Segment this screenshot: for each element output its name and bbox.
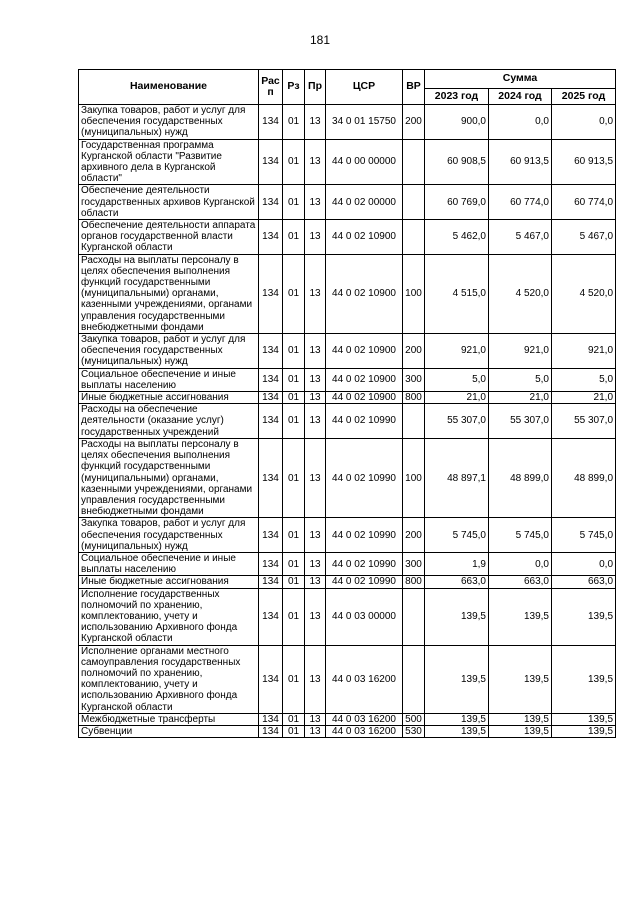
cell-vr: 800: [403, 392, 425, 404]
table-row: [79, 645, 616, 713]
cell-csr: 44 0 02 10990: [326, 518, 403, 553]
cell-csr: 44 0 02 00000: [326, 185, 403, 220]
cell-pr: 13: [305, 105, 326, 140]
cell-2025: 60 913,5: [552, 139, 616, 185]
cell-pr: 13: [305, 220, 326, 255]
cell-vr: 200: [403, 518, 425, 553]
cell-pr: 13: [305, 645, 326, 713]
cell-2023: 139,5: [425, 713, 489, 725]
cell-name: Закупка товаров, работ и услуг для обеспечения государственных (муниципальных) нужд: [79, 334, 259, 369]
cell-2024: 5 745,0: [489, 518, 552, 553]
cell-2023: 1,9: [425, 552, 489, 575]
cell-csr: 44 0 02 10900: [326, 368, 403, 391]
cell-rz: 01: [283, 552, 305, 575]
cell-rz: 01: [283, 713, 305, 725]
cell-2025: 0,0: [552, 105, 616, 140]
cell-vr: [403, 645, 425, 713]
cell-name: Обеспечение деятельности государственных архивов Курганской области: [79, 185, 259, 220]
table-row: [79, 725, 616, 737]
header-vr: ВР: [403, 70, 425, 105]
cell-2024: 4 520,0: [489, 254, 552, 333]
table-row: [79, 404, 616, 439]
table-row: [79, 438, 616, 517]
table-row: [79, 713, 616, 725]
page-number: 181: [309, 33, 331, 47]
cell-vr: [403, 588, 425, 645]
table-row: [79, 576, 616, 588]
cell-2024: 5 467,0: [489, 220, 552, 255]
cell-vr: 100: [403, 254, 425, 333]
header-sum: Сумма: [425, 70, 616, 89]
cell-pr: 13: [305, 713, 326, 725]
cell-rz: 01: [283, 368, 305, 391]
cell-pr: 13: [305, 438, 326, 517]
cell-name: Социальное обеспечение и иные выплаты населению: [79, 368, 259, 391]
cell-ras: 134: [259, 254, 283, 333]
header-ras: Рас п: [259, 70, 283, 105]
cell-name: Исполнение органами местного самоуправления государственных полномочий по хранению, комплектованию, учету и использованию Архивного фонда Курганской области: [79, 645, 259, 713]
cell-rz: 01: [283, 139, 305, 185]
table-row: [79, 220, 616, 255]
cell-2025: 48 899,0: [552, 438, 616, 517]
cell-vr: 800: [403, 576, 425, 588]
cell-2025: 5 745,0: [552, 518, 616, 553]
cell-2023: 139,5: [425, 645, 489, 713]
cell-2023: 5 745,0: [425, 518, 489, 553]
cell-2024: 48 899,0: [489, 438, 552, 517]
cell-vr: 300: [403, 552, 425, 575]
cell-pr: 13: [305, 139, 326, 185]
cell-vr: 530: [403, 725, 425, 737]
cell-2025: 0,0: [552, 552, 616, 575]
cell-name: Закупка товаров, работ и услуг для обеспечения государственных (муниципальных) нужд: [79, 518, 259, 553]
cell-2024: 0,0: [489, 552, 552, 575]
cell-ras: 134: [259, 576, 283, 588]
cell-vr: [403, 220, 425, 255]
cell-rz: 01: [283, 392, 305, 404]
cell-vr: 300: [403, 368, 425, 391]
cell-ras: 134: [259, 220, 283, 255]
cell-rz: 01: [283, 588, 305, 645]
cell-ras: 134: [259, 588, 283, 645]
cell-pr: 13: [305, 392, 326, 404]
cell-ras: 134: [259, 185, 283, 220]
cell-ras: 134: [259, 392, 283, 404]
cell-vr: 500: [403, 713, 425, 725]
table-row: [79, 185, 616, 220]
cell-2023: 4 515,0: [425, 254, 489, 333]
cell-2024: 139,5: [489, 588, 552, 645]
cell-2024: 921,0: [489, 334, 552, 369]
cell-csr: 44 0 00 00000: [326, 139, 403, 185]
cell-pr: 13: [305, 518, 326, 553]
cell-2025: 921,0: [552, 334, 616, 369]
cell-csr: 44 0 02 10990: [326, 576, 403, 588]
cell-2023: 60 769,0: [425, 185, 489, 220]
cell-ras: 134: [259, 139, 283, 185]
cell-name: Субвенции: [79, 725, 259, 737]
cell-pr: 13: [305, 576, 326, 588]
cell-csr: 44 0 02 10900: [326, 334, 403, 369]
cell-csr: 34 0 01 15750: [326, 105, 403, 140]
cell-rz: 01: [283, 220, 305, 255]
cell-2024: 0,0: [489, 105, 552, 140]
table-row: [79, 254, 616, 333]
cell-pr: 13: [305, 185, 326, 220]
cell-2023: 48 897,1: [425, 438, 489, 517]
cell-csr: 44 0 03 00000: [326, 588, 403, 645]
cell-ras: 134: [259, 518, 283, 553]
cell-rz: 01: [283, 518, 305, 553]
cell-2025: 139,5: [552, 725, 616, 737]
cell-pr: 13: [305, 552, 326, 575]
header-csr: ЦСР: [326, 70, 403, 105]
cell-pr: 13: [305, 725, 326, 737]
cell-rz: 01: [283, 334, 305, 369]
cell-csr: 44 0 03 16200: [326, 645, 403, 713]
cell-rz: 01: [283, 645, 305, 713]
cell-2023: 21,0: [425, 392, 489, 404]
cell-vr: 100: [403, 438, 425, 517]
cell-rz: 01: [283, 576, 305, 588]
cell-rz: 01: [283, 105, 305, 140]
cell-csr: 44 0 02 10900: [326, 392, 403, 404]
cell-rz: 01: [283, 185, 305, 220]
cell-2024: 139,5: [489, 725, 552, 737]
header-year-2024: 2024 год: [489, 89, 552, 105]
cell-vr: [403, 185, 425, 220]
cell-csr: 44 0 02 10990: [326, 404, 403, 439]
table-row: [79, 105, 616, 140]
cell-csr: 44 0 02 10900: [326, 220, 403, 255]
cell-ras: 134: [259, 368, 283, 391]
cell-2025: 139,5: [552, 713, 616, 725]
cell-2025: 5,0: [552, 368, 616, 391]
cell-pr: 13: [305, 334, 326, 369]
cell-2024: 663,0: [489, 576, 552, 588]
table-row: [79, 334, 616, 369]
header-pr: Пр: [305, 70, 326, 105]
cell-csr: 44 0 02 10990: [326, 438, 403, 517]
cell-name: Социальное обеспечение и иные выплаты населению: [79, 552, 259, 575]
cell-pr: 13: [305, 254, 326, 333]
cell-ras: 134: [259, 725, 283, 737]
cell-2024: 60 774,0: [489, 185, 552, 220]
cell-2023: 5 462,0: [425, 220, 489, 255]
table-row: [79, 518, 616, 553]
header-rz: Рз: [283, 70, 305, 105]
cell-2024: 55 307,0: [489, 404, 552, 439]
cell-2023: 55 307,0: [425, 404, 489, 439]
cell-name: Расходы на выплаты персоналу в целях обеспечения выполнения функций государственными (муниципальными) органами, казенными учреждениями, органами управления государственными внебюджетными фондами: [79, 254, 259, 333]
cell-2025: 139,5: [552, 588, 616, 645]
cell-ras: 134: [259, 438, 283, 517]
cell-ras: 134: [259, 334, 283, 369]
cell-vr: 200: [403, 334, 425, 369]
cell-2025: 139,5: [552, 645, 616, 713]
cell-2024: 139,5: [489, 645, 552, 713]
header-year-2023: 2023 год: [425, 89, 489, 105]
cell-2025: 55 307,0: [552, 404, 616, 439]
cell-2023: 5,0: [425, 368, 489, 391]
cell-name: Расходы на выплаты персоналу в целях обеспечения выполнения функций государственными (муниципальными) органами, казенными учреждениями, органами управления государственными внебюджетными фондами: [79, 438, 259, 517]
cell-csr: 44 0 03 16200: [326, 725, 403, 737]
cell-rz: 01: [283, 254, 305, 333]
cell-name: Иные бюджетные ассигнования: [79, 576, 259, 588]
cell-rz: 01: [283, 725, 305, 737]
cell-name: Межбюджетные трансферты: [79, 713, 259, 725]
cell-2024: 60 913,5: [489, 139, 552, 185]
cell-2023: 139,5: [425, 725, 489, 737]
cell-2025: 5 467,0: [552, 220, 616, 255]
cell-ras: 134: [259, 713, 283, 725]
cell-pr: 13: [305, 588, 326, 645]
table-row: [79, 368, 616, 391]
cell-2025: 663,0: [552, 576, 616, 588]
cell-2025: 60 774,0: [552, 185, 616, 220]
cell-2024: 21,0: [489, 392, 552, 404]
cell-pr: 13: [305, 404, 326, 439]
cell-csr: 44 0 02 10900: [326, 254, 403, 333]
cell-vr: 200: [403, 105, 425, 140]
cell-name: Исполнение государственных полномочий по хранению, комплектованию, учету и использованию Архивного фонда Курганской области: [79, 588, 259, 645]
cell-rz: 01: [283, 438, 305, 517]
cell-rz: 01: [283, 404, 305, 439]
table-row: [79, 139, 616, 185]
cell-2025: 4 520,0: [552, 254, 616, 333]
header-row: [79, 70, 616, 89]
table-row: [79, 552, 616, 575]
cell-pr: 13: [305, 368, 326, 391]
cell-2023: 663,0: [425, 576, 489, 588]
cell-2023: 900,0: [425, 105, 489, 140]
cell-2025: 21,0: [552, 392, 616, 404]
cell-name: Закупка товаров, работ и услуг для обеспечения государственных (муниципальных) нужд: [79, 105, 259, 140]
cell-name: Иные бюджетные ассигнования: [79, 392, 259, 404]
cell-ras: 134: [259, 645, 283, 713]
header-year-2025: 2025 год: [552, 89, 616, 105]
cell-ras: 134: [259, 404, 283, 439]
cell-ras: 134: [259, 552, 283, 575]
cell-2024: 5,0: [489, 368, 552, 391]
cell-name: Государственная программа Курганской области "Развитие архивного дела в Курганской области": [79, 139, 259, 185]
cell-2024: 139,5: [489, 713, 552, 725]
table-body: [79, 105, 616, 738]
cell-vr: [403, 404, 425, 439]
header-name: Наименование: [79, 70, 259, 105]
cell-2023: 139,5: [425, 588, 489, 645]
cell-2023: 60 908,5: [425, 139, 489, 185]
cell-2023: 921,0: [425, 334, 489, 369]
cell-csr: 44 0 02 10990: [326, 552, 403, 575]
cell-vr: [403, 139, 425, 185]
table-row: [79, 588, 616, 645]
cell-ras: 134: [259, 105, 283, 140]
cell-name: Обеспечение деятельности аппарата органов государственной власти Курганской области: [79, 220, 259, 255]
cell-name: Расходы на обеспечение деятельности (оказание услуг) государственных учреждений: [79, 404, 259, 439]
budget-table: [78, 69, 616, 738]
table-row: [79, 392, 616, 404]
cell-csr: 44 0 03 16200: [326, 713, 403, 725]
